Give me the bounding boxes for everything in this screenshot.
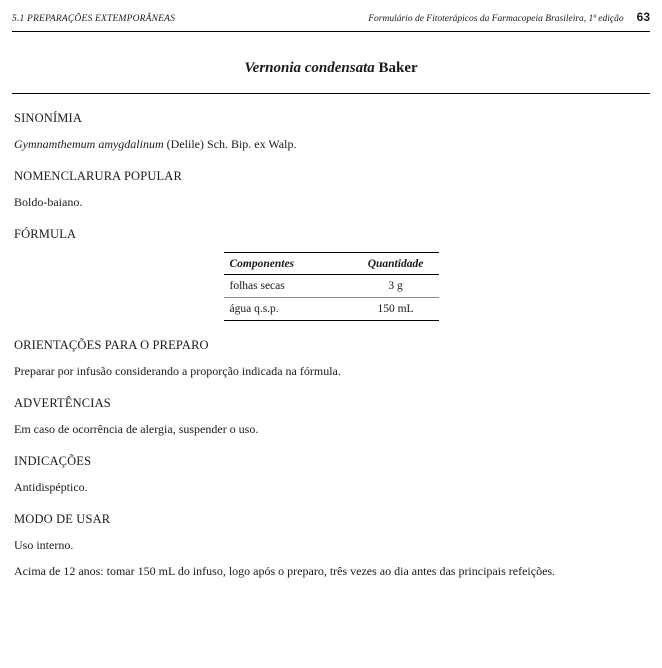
table-header-row bbox=[224, 253, 439, 275]
title-divider bbox=[12, 93, 650, 94]
section-body-nomenclatura: Boldo-baiano. bbox=[14, 195, 83, 209]
cell-quantity-2: 150 mL bbox=[353, 298, 439, 321]
cell-component-1: folhas secas bbox=[224, 275, 353, 298]
cell-component-2: água q.s.p. bbox=[224, 298, 353, 321]
header-right-group bbox=[368, 10, 650, 24]
section-body-modo-de-usar-posologia: Acima de 12 anos: tomar 150 mL do infuso, logo após o preparo, três vezes ao dia antes das principais refeições. bbox=[14, 564, 556, 578]
section-heading-orientacoes: ORIENTAÇÕES PARA O PREPARO bbox=[14, 338, 209, 352]
plant-scientific-name: Vernonia condensata bbox=[244, 60, 375, 76]
cell-quantity-1: 3 g bbox=[353, 275, 439, 298]
table-row bbox=[224, 298, 439, 321]
synonym-scientific-name: Gymnamthemum amygdalinum bbox=[14, 137, 164, 151]
page-title bbox=[12, 60, 650, 77]
formula-table-wrapper bbox=[14, 252, 648, 321]
column-header-componentes: Componentes bbox=[224, 253, 353, 275]
table-row bbox=[224, 275, 439, 298]
section-heading-advertencias: ADVERTÊNCIAS bbox=[14, 396, 111, 410]
document-content bbox=[12, 111, 650, 579]
running-header bbox=[12, 0, 650, 28]
column-header-quantidade: Quantidade bbox=[353, 253, 439, 275]
plant-author-name: Baker bbox=[378, 60, 418, 76]
section-body-indicacoes: Antidispéptico. bbox=[14, 480, 88, 494]
section-heading-indicacoes: INDICAÇÕES bbox=[14, 454, 92, 468]
section-body-advertencias: Em caso de ocorrência de alergia, suspender o uso. bbox=[14, 422, 259, 436]
page-number: 63 bbox=[636, 10, 650, 24]
header-section-label: 5.1 PREPARAÇÕES EXTEMPORÂNEAS bbox=[12, 14, 176, 24]
section-heading-formula: FÓRMULA bbox=[14, 227, 77, 241]
section-heading-nomenclatura: NOMENCLARURA POPULAR bbox=[14, 169, 182, 183]
section-body-modo-de-usar-uso: Uso interno. bbox=[14, 538, 74, 552]
header-book-title: Formulário de Fitoterápicos da Farmacopeia Brasileira, 1ª edição bbox=[368, 14, 624, 24]
synonym-authority: (Delile) Sch. Bip. ex Walp. bbox=[163, 137, 297, 151]
section-body-orientacoes: Preparar por infusão considerando a proporção indicada na fórmula. bbox=[14, 364, 341, 378]
section-heading-modo-de-usar: MODO DE USAR bbox=[14, 512, 111, 526]
header-divider bbox=[12, 31, 650, 32]
section-heading-sinonimia: SINONÍMIA bbox=[14, 111, 83, 125]
section-body-sinonimia bbox=[14, 137, 648, 152]
formula-table bbox=[224, 252, 439, 321]
